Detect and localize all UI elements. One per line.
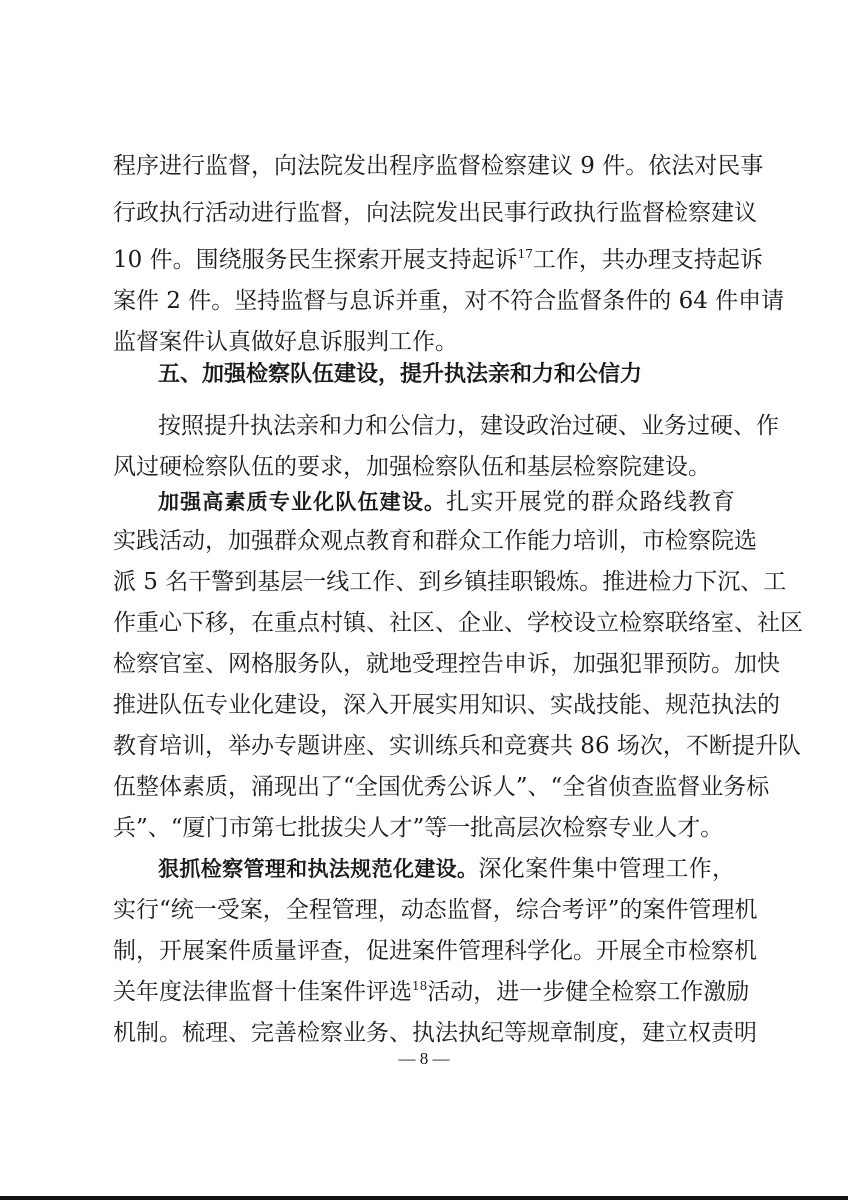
- footnote-ref-18: 18: [412, 979, 428, 993]
- text-line: 监督案件认真做好息诉服判工作。: [113, 329, 458, 355]
- section-heading: 五、加强检察队伍建设，提升执法亲和力和公信力: [158, 362, 643, 387]
- text-line: 案件 2 件。坚持监督与息诉并重，对不符合监督条件的 64 件申请: [113, 288, 785, 314]
- text-line: 按照提升执法亲和力和公信力，建设政治过硬、业务过硬、作: [158, 413, 779, 439]
- text-line: 派 5 名干警到基层一线工作、到乡镇挂职锻炼。推进检力下沉、工: [113, 569, 787, 595]
- paragraph-lead: 加强高素质专业化队伍建设。: [158, 490, 447, 514]
- text-line: 检察官室、网格服务队，就地受理控告申诉，加强犯罪预防。加快: [113, 651, 780, 677]
- text-line: 制，开展案件质量评查，促进案件管理科学化。开展全市检察机: [113, 938, 757, 964]
- text-span: 工作，共办理支持起诉: [532, 247, 763, 273]
- page-number: — 8 —: [398, 1049, 450, 1068]
- text-line: 伍整体素质，涌现出了“全国优秀公诉人”、“全省侦查监督业务标: [113, 774, 770, 800]
- text-span: 活动，进一步健全检察工作激励: [427, 979, 750, 1005]
- text-span: 深化案件集中管理工作，: [478, 856, 736, 882]
- text-line: 行政执行活动进行监督，向法院发出民事行政执行监督检察建议: [113, 200, 757, 226]
- text-span: 扎实开展党的群众路线教育: [446, 489, 736, 515]
- text-line: 机制。梳理、完善检察业务、执法执纪等规章制度，建立权责明: [113, 1020, 757, 1046]
- text-span: 10 件。围绕服务民生探索开展支持起诉: [113, 247, 518, 273]
- text-line: 程序进行监督，向法院发出程序监督检察建议 9 件。依法对民事: [113, 153, 764, 179]
- text-line: 推进队伍专业化建设，深入开展实用知识、实战技能、规范执法的: [113, 692, 780, 718]
- text-line: 教育培训，举办专题讲座、实训练兵和竞赛共 86 场次，不断提升队: [113, 733, 801, 759]
- text-line: 风过硬检察队伍的要求，加强检察队伍和基层检察院建设。: [113, 454, 711, 480]
- bottom-border: [0, 1196, 848, 1200]
- text-line: 兵”、“厦门市第七批拔尖人才”等一批高层次检察专业人才。: [113, 815, 724, 841]
- text-span: 关年度法律监督十佳案件评选: [113, 979, 412, 1005]
- footnote-ref-17: 17: [517, 247, 533, 261]
- paragraph-lead: 狠抓检察管理和执法规范化建设。: [158, 857, 479, 881]
- text-line: [113, 240, 763, 280]
- text-line: [158, 849, 735, 889]
- text-line: 作重心下移，在重点村镇、社区、企业、学校设立检察联络室、社区: [113, 610, 803, 636]
- text-line: 实践活动，加强群众观点教育和群众工作能力培训，市检察院选: [113, 528, 757, 554]
- text-line: [113, 972, 750, 1012]
- text-line: 实行“统一受案，全程管理，动态监督，综合考评”的案件管理机: [113, 897, 758, 923]
- text-line: [158, 482, 735, 522]
